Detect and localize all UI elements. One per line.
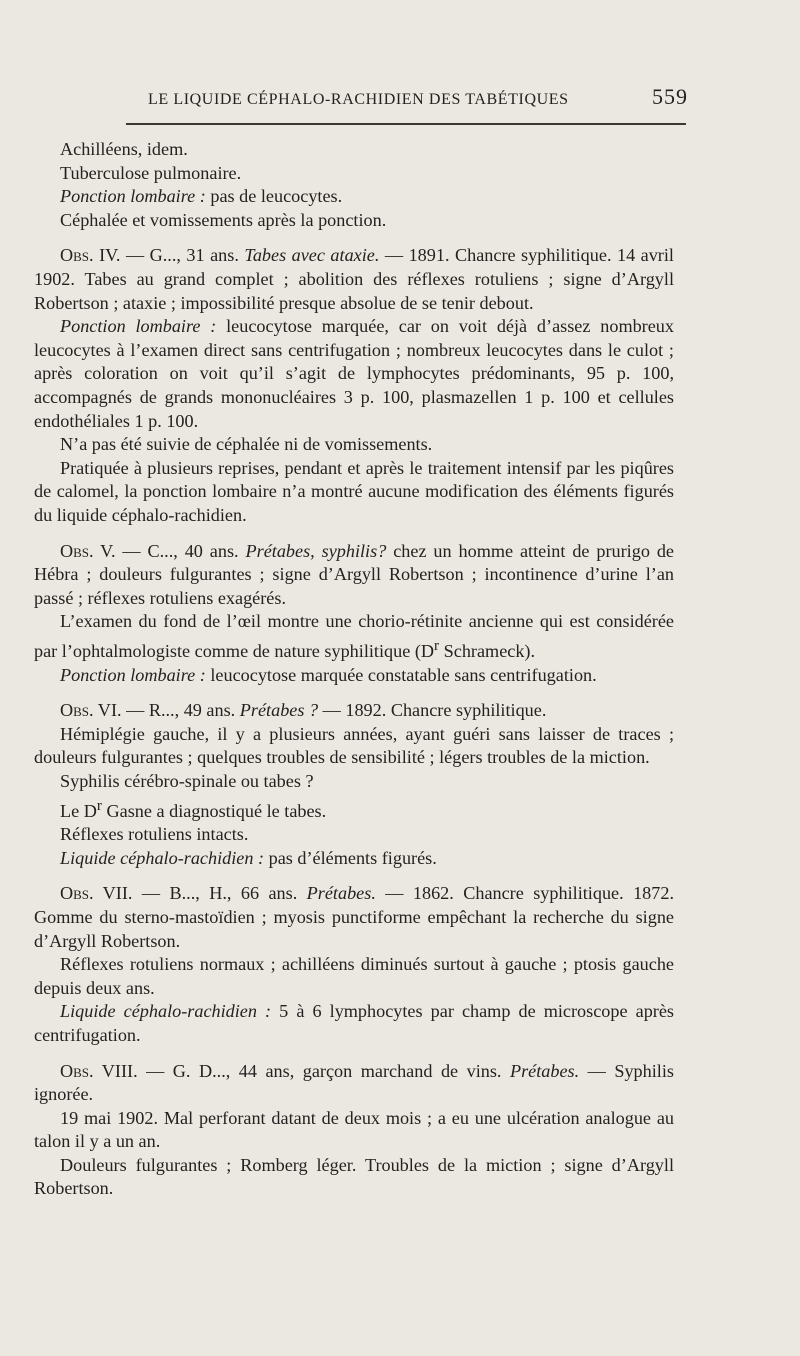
text-run: pas d’éléments figurés.	[264, 847, 437, 868]
italic-text: Prétabes, syphilis?	[245, 540, 387, 561]
page-number: 559	[652, 84, 688, 109]
text-run: Obs	[60, 540, 90, 561]
paragraph	[34, 244, 674, 315]
text-run: 5 à 6 lymphocytes par champ de microscope après centrifugation.	[34, 1001, 675, 1045]
italic-text: Liquide céphalo-rachidien :	[60, 847, 265, 868]
italic-text: Ponction lombaire :	[60, 664, 206, 685]
paragraph	[34, 723, 674, 770]
paragraph	[34, 185, 674, 209]
text-run: — Syphilis ignorée.	[34, 1060, 674, 1105]
paragraph	[34, 1000, 674, 1047]
text-run: Pratiquée à plusieurs reprises, pendant et après le traitement intensif par les piqûres de calomel, la ponction lombaire n’a montré aucune modification des éléments figurés du liquide céphalo-rachidien.	[34, 457, 674, 525]
text-run: Syphilis cérébro-spinale ou tabes ?	[60, 770, 314, 791]
text-run: Schrameck).	[439, 640, 536, 661]
italic-text: Ponction lombaire :	[60, 186, 206, 207]
italic-text: Prétabes.	[509, 1060, 580, 1081]
paragraph	[34, 664, 674, 688]
text-run: Tuberculose pulmonaire.	[60, 162, 242, 183]
text-run: . VIII. — G. D..., 44 ans, garçon marchand de vins.	[89, 1060, 510, 1081]
text-run: Obs	[60, 700, 90, 721]
text-run: . IV. — G..., 31 ans.	[89, 245, 245, 266]
paragraph	[34, 1154, 674, 1201]
paragraph	[34, 315, 674, 433]
paragraph	[34, 847, 674, 871]
text-run: — 1892. Chancre syphilitique.	[318, 700, 547, 721]
header-rule	[126, 123, 686, 125]
text-run: Achilléens, idem.	[60, 139, 188, 159]
text-run: . VI. — R..., 49 ans.	[89, 700, 240, 721]
text-run: Obs	[60, 883, 90, 904]
italic-text: Prétabes.	[306, 883, 376, 904]
paragraph	[34, 209, 674, 233]
text-run: pas de leucocytes.	[205, 186, 343, 207]
text-run: leucocytose marquée, car on voit déjà d’assez nombreux leucocytes à l’examen direct sans centrifugation ; nombreux leucocytes dans le culot ; après coloration on voit qu’il s’agit de lymphocytes prédominants, 95 p. 100, accompagnés de grands mononucléaires 3 p. 100, plasmazellen 1 p. 100 et cellules endothéliales 1 p. 100.	[34, 316, 674, 431]
text-run: Réflexes rotuliens normaux ; achilléens diminués surtout à gauche ; ptosis gauche depuis deux ans.	[34, 954, 674, 998]
paragraph	[34, 882, 674, 953]
text-run: Obs	[60, 1060, 90, 1081]
text-run: Céphalée et vomissements après la ponction.	[60, 209, 387, 230]
text-run: Réflexes rotuliens intacts.	[60, 824, 249, 845]
text-run: Le D	[60, 800, 97, 821]
italic-text: Ponction lombaire :	[60, 316, 217, 337]
text-run: . V. — C..., 40 ans.	[89, 540, 246, 561]
text-run: — 1862. Chancre syphilitique. 1872. Gomme du sterno-mastoïdien ; myosis punctiforme empêchant la recherche du signe d’Argyll Robertson.	[34, 883, 674, 951]
paragraph	[34, 540, 674, 611]
text-run: Douleurs fulgurantes ; Romberg léger. Troubles de la miction ; signe d’Argyll Robertson.	[34, 1154, 674, 1199]
paragraph	[34, 1060, 674, 1107]
paragraph	[34, 953, 674, 1000]
paragraph	[34, 457, 674, 528]
text-run: leucocytose marquée constatable sans centrifugation.	[205, 664, 597, 685]
superscript: r	[96, 796, 102, 814]
paragraph	[34, 433, 674, 457]
superscript: r	[434, 636, 440, 654]
running-header	[148, 84, 688, 110]
italic-text: Prétabes ?	[239, 700, 319, 721]
paragraph	[34, 610, 674, 663]
paragraph	[34, 162, 674, 186]
running-title: LE LIQUIDE CÉPHALO-RACHIDIEN DES TABÉTIQUES	[148, 91, 569, 108]
text-run: Hémiplégie gauche, il y a plusieurs années, ayant guéri sans laisser de traces ; douleurs fulgurantes ; quelques troubles de sensibilité ; légers troubles de la miction.	[34, 723, 674, 768]
text-run: N’a pas été suivie de céphalée ni de vomissements.	[60, 434, 433, 455]
italic-text: Liquide céphalo-rachidien :	[60, 1001, 272, 1022]
paragraph	[34, 1107, 674, 1154]
text-run: L’examen du fond de l’œil montre une chorio-rétinite ancienne qui est considérée par l’ophtalmologiste comme de nature syphilitique (D	[34, 611, 674, 661]
paragraph	[34, 794, 674, 824]
paragraph	[34, 138, 674, 162]
italic-text: Tabes avec ataxie.	[244, 245, 380, 266]
text-run: Obs	[60, 245, 90, 266]
text-run: — 1891. Chancre syphilitique. 14 avril 1902. Tabes au grand complet ; abolition des réflexes rotuliens ; signe d’Argyll Robertson ; ataxie ; impossibilité presque absolue de se tenir debout.	[34, 245, 674, 313]
text-run: chez un homme atteint de prurigo de Hébra ; douleurs fulgurantes ; signe d’Argyll Robertson ; incontinence d’urine l’an passé ; réflexes rotuliens exagérés.	[34, 540, 674, 608]
paragraph	[34, 699, 674, 723]
text-run: . VII. — B..., H., 66 ans.	[89, 883, 307, 904]
paragraph	[34, 823, 674, 847]
text-run: 19 mai 1902. Mal perforant datant de deux mois ; a eu une ulcération analogue au talon il y a un an.	[34, 1107, 674, 1152]
paragraph	[34, 770, 674, 794]
body-text	[34, 138, 674, 1201]
text-run: Gasne a diagnostiqué le tabes.	[101, 800, 327, 821]
